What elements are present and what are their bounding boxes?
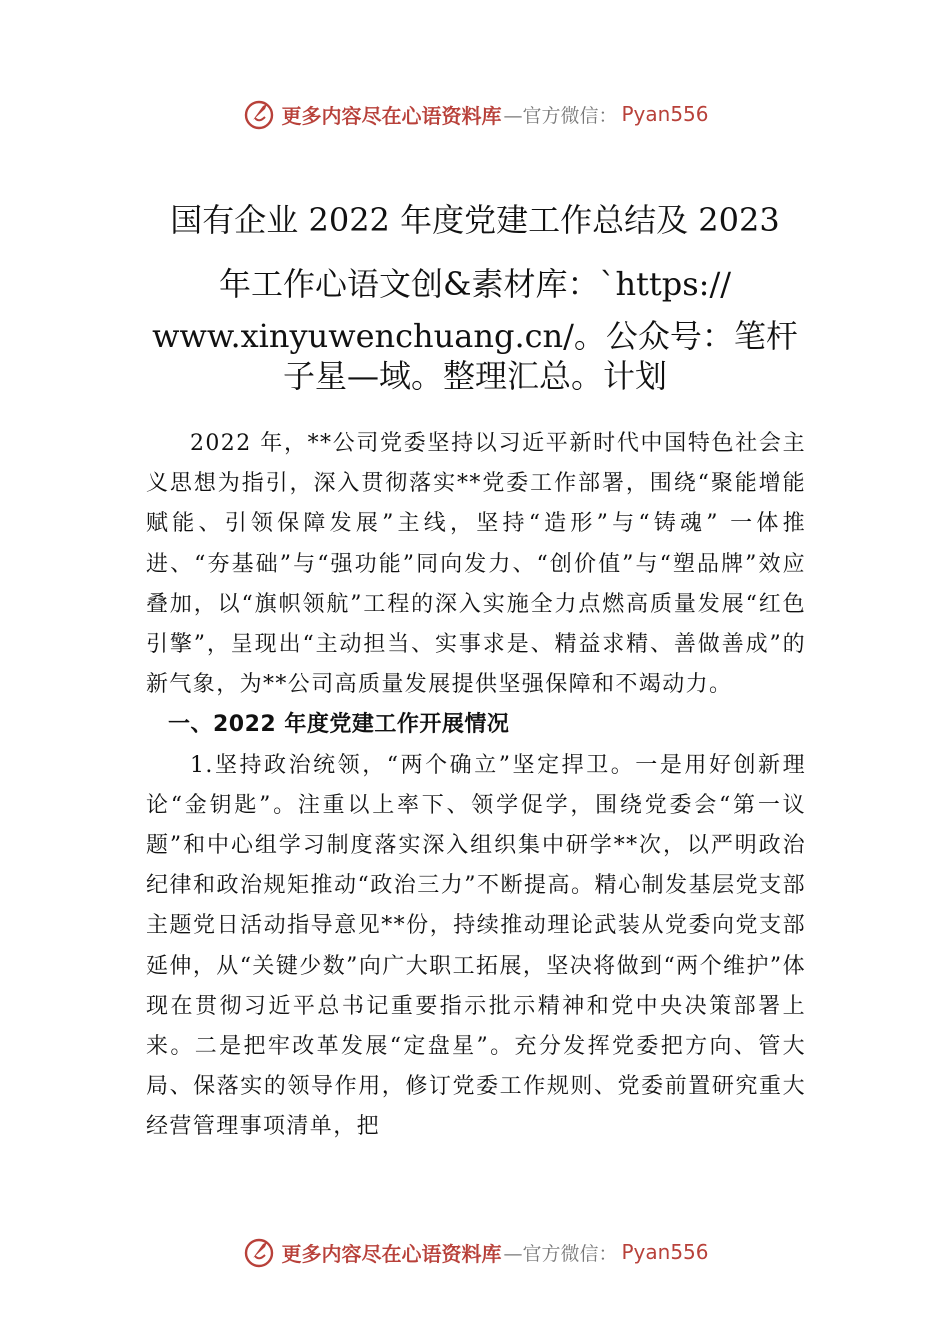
banner-dash-text: —官方微信： [503,1242,618,1265]
banner-wechat-id: Pyan556 [621,1240,709,1264]
banner-wechat-id: Pyan556 [621,102,709,126]
footer-banner [0,1230,950,1274]
title-line-1: 国有企业 2022 年度党建工作总结及 2023 [170,201,780,239]
document-body [146,424,806,1148]
xinyu-logo-icon [241,1234,277,1270]
intro-paragraph: 2022 年，**公司党委坚持以习近平新时代中国特色社会主义思想为指引，深入贯彻落实**党委工作部署，围绕“聚能增能赋能、引领保障发展”主线，坚持“造形”与“铸魂” 一体推进、“夯基础”与“强功能”同向发力、“创价值”与“塑品牌”效应叠加，以“旗帜领航”工程的深入实施全力点燃高质量发展“红色引擎”，呈现出“主动担当、实事求是、精益求精、善做善成”的新气象，为**公司高质量发展提供坚强保障和不竭动力。 [146,431,806,698]
section-heading-1: 一、2022 年度党建工作开展情况 [168,712,510,738]
document-title [140,188,810,396]
banner-main-text: 更多内容尽在心语资料库 [281,1241,502,1266]
title-line-3: www.xinyuwenchuang.cn/。公众号：笔杆 [152,317,798,355]
banner-dash-text: —官方微信： [503,104,618,127]
title-line-2: 年工作心语文创&素材库：`https:// [218,265,732,303]
banner-main-text: 更多内容尽在心语资料库 [281,103,502,128]
header-banner [0,92,950,136]
section-1-paragraph: 1.坚持政治统领，“两个确立”坚定捍卫。一是用好创新理论“金钥匙”。注重以上率下、领学促学，围绕党委会“第一议题”和中心组学习制度落实深入组织集中研学**次，以严明政治纪律和政治规矩推动“政治三力”不断提高。精心制发基层党支部主题党日活动指导意见**份，持续推动理论武装从党委向党支部延伸，从“关键少数”向广大职工拓展，坚决将做到“两个维护”体现在贯彻习近平总书记重要指示批示精神和党中央决策部署上来。二是把牢改革发展“定盘星”。充分发挥党委把方向、管大局、保落实的领导作用，修订党委工作规则、党委前置研究重大经营管理事项清单，把 [146,752,806,1140]
xinyu-logo-icon [241,96,277,132]
title-line-4: 子星—域。整理汇总。计划 [282,357,667,395]
